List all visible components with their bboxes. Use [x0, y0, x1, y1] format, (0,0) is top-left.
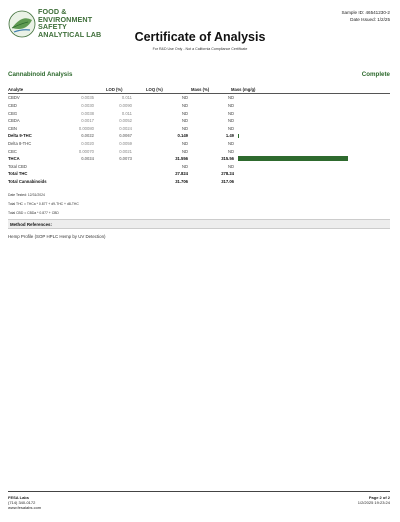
loq-cell: 0.0073 — [119, 156, 132, 162]
mass-pct-cell: ND — [181, 102, 188, 108]
section-title: Cannabinoid Analysis — [8, 71, 73, 78]
loq-cell: 0.0067 — [119, 133, 132, 139]
footer-phone: (714) 340-0172 — [8, 500, 36, 505]
mass-bar — [238, 156, 348, 161]
lod-cell: 0.00080 — [78, 125, 94, 131]
mass-pct-cell: ND — [181, 118, 188, 124]
loq-cell: 0.0024 — [119, 125, 132, 131]
mass-mg-cell: ND — [227, 125, 234, 131]
table-row — [8, 102, 390, 110]
analyte-cell: CBG — [8, 110, 18, 116]
mass-pct-cell: ND — [181, 125, 188, 131]
loq-cell: 0.0059 — [119, 140, 132, 146]
lod-cell: 0.00070 — [78, 148, 94, 154]
analyte-cell: CBDA — [8, 118, 20, 124]
mass-bar-track — [238, 156, 378, 161]
col-lod: LOD (%) — [106, 87, 123, 93]
mass-pct-cell: 31.556 — [175, 156, 188, 162]
lod-cell: 0.0017 — [81, 118, 94, 124]
table-row — [8, 170, 390, 178]
method-references-heading: Method References: — [10, 221, 52, 227]
lod-cell: 0.0035 — [81, 95, 94, 101]
analyte-cell: THCA — [8, 156, 20, 162]
mass-pct-cell: ND — [181, 163, 188, 169]
table-row — [8, 132, 390, 140]
footer-page-info — [358, 495, 390, 505]
mass-pct-cell: 27.824 — [175, 171, 188, 177]
mass-mg-cell: 278.24 — [221, 171, 234, 177]
mass-bar — [238, 134, 239, 139]
analyte-cell: Total Cannabinoids — [8, 178, 47, 184]
mass-mg-cell: 315.56 — [221, 156, 234, 162]
mass-mg-cell: ND — [227, 102, 234, 108]
col-mass-pct: Mass (%) — [191, 87, 210, 93]
col-analyte: Analyte — [8, 87, 24, 93]
method-reference: Hemp Profile (SOP HPLC Hemp by UV Detection) — [8, 234, 106, 239]
analyte-cell: Delta 9-THC — [8, 133, 32, 139]
table-row — [8, 117, 390, 125]
date-issued: Date Issued: 1/2/25 — [350, 17, 390, 22]
table-row — [8, 147, 390, 155]
page-title: Certificate of Analysis — [134, 30, 266, 44]
lod-cell: 0.0024 — [81, 156, 94, 162]
col-mass-mg: Mass (mg/g) — [231, 87, 256, 93]
sample-id: Sample ID: 46541230-2 — [341, 10, 390, 15]
test-notes — [8, 191, 79, 218]
table-row — [8, 162, 390, 170]
analyte-cell: Total THC — [8, 171, 28, 177]
sample-meta — [341, 9, 390, 23]
analyte-cell: Delta 8-THC — [8, 140, 32, 146]
table-body — [8, 94, 390, 185]
method-references-bar — [8, 219, 390, 229]
section-status: Complete — [361, 71, 390, 78]
compliance-disclaimer: For R&D Use Only - Not a California Compliance Certificate — [152, 47, 248, 51]
table-row — [8, 155, 390, 163]
table-row — [8, 124, 390, 132]
cannabinoid-section-header — [8, 71, 390, 79]
mass-mg-cell: ND — [227, 140, 234, 146]
analyte-cell: Total CBD — [8, 163, 27, 169]
lod-cell: 0.0020 — [81, 140, 94, 146]
page-number: Page 2 of 2 — [368, 495, 390, 500]
loq-cell: 0.011 — [121, 110, 132, 116]
loq-cell: 0.0090 — [119, 102, 132, 108]
total-cbd-formula: Total CBD = CBDa * 0.877 + CBD — [8, 211, 59, 215]
footer-lab-name: FESA Labs — [8, 495, 29, 500]
mass-mg-cell: ND — [227, 95, 234, 101]
print-timestamp: 1/2/2025 19:23:24 — [357, 500, 390, 505]
mass-mg-cell: ND — [227, 163, 234, 169]
mass-mg-cell: ND — [227, 110, 234, 116]
analyte-cell: CBN — [8, 125, 17, 131]
logo-line: ENVIRONMENT — [38, 14, 93, 24]
table-row — [8, 178, 390, 186]
table-row — [8, 94, 390, 102]
table-header — [8, 86, 390, 94]
lod-cell: 0.0038 — [81, 110, 94, 116]
logo-line: FOOD & — [38, 7, 67, 16]
lod-cell: 0.0022 — [81, 133, 94, 139]
analyte-cell: CBD — [8, 102, 17, 108]
col-loq: LOQ (%) — [146, 87, 163, 93]
logo-line: ANALYTICAL LAB — [38, 29, 102, 39]
mass-bar-track — [238, 134, 378, 139]
mass-pct-cell: 31.706 — [175, 178, 188, 184]
loq-cell: 0.011 — [121, 95, 132, 101]
mass-pct-cell: ND — [181, 140, 188, 146]
footer-divider — [8, 491, 390, 492]
analyte-cell: CBC — [8, 148, 17, 154]
cannabinoid-table — [8, 86, 390, 185]
date-tested: Date Tested: 12/31/2024 — [8, 193, 45, 197]
loq-cell: 0.0052 — [119, 118, 132, 124]
mass-pct-cell: ND — [181, 148, 188, 154]
loq-cell: 0.0021 — [119, 148, 132, 154]
footer-contact — [8, 495, 41, 510]
total-thc-formula: Total THC = THCa * 0.877 + d9-THC + d8-THC — [8, 202, 79, 206]
mass-mg-cell: ND — [227, 148, 234, 154]
table-row — [8, 109, 390, 117]
table-row — [8, 140, 390, 148]
mass-mg-cell: 317.06 — [221, 178, 234, 184]
logo-line: SAFETY — [38, 22, 67, 32]
mass-pct-cell: ND — [181, 95, 188, 101]
mass-mg-cell: 1.49 — [225, 133, 234, 139]
footer-website[interactable]: www.fesalabs.com — [8, 505, 42, 510]
mass-mg-cell: ND — [227, 118, 234, 124]
analyte-cell: CBDV — [8, 95, 20, 101]
mass-pct-cell: ND — [181, 110, 188, 116]
lod-cell: 0.0030 — [81, 102, 94, 108]
mass-pct-cell: 0.149 — [177, 133, 188, 139]
